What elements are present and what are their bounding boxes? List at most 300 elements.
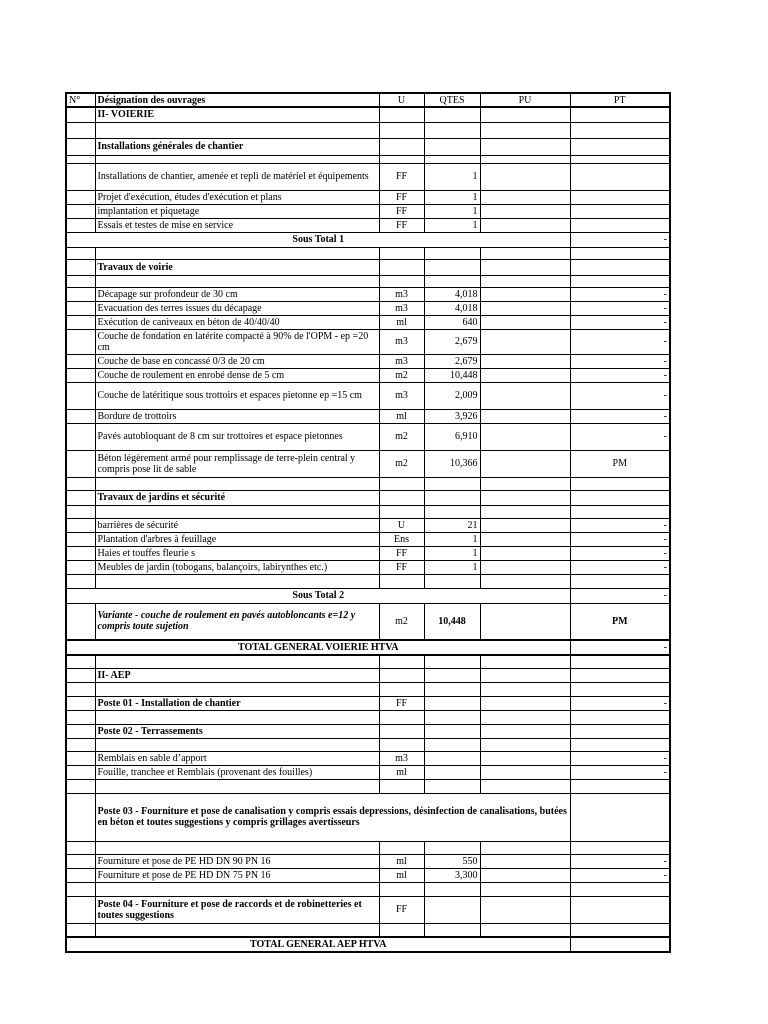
blank-row [66,710,670,724]
cell-qty [424,477,480,490]
item-unit: FF [379,696,424,710]
cell-pu [480,724,570,738]
cell-qty [424,138,480,155]
item-unit-price [480,854,570,868]
item-total-price: - [570,751,670,765]
item-total-price: - [570,354,670,368]
cell-no [66,923,95,937]
item-quantity: 1 [424,532,480,546]
grand-total-row [66,640,670,655]
subtotal-label: Sous Total 1 [66,232,570,247]
cell-pt [570,107,670,122]
line-item-row [66,751,670,765]
item-unit: m3 [379,301,424,315]
cell-designation [95,882,379,896]
cell-qty [424,107,480,122]
total-price: - [570,232,670,247]
cell-qty [424,738,480,751]
item-unit-price [480,190,570,204]
item-unit: m2 [379,450,424,477]
cell-unit [379,574,424,588]
item-designation: Fouille, tranchee et Remblais (provenant des fouilles) [95,765,379,779]
cell-pu [480,923,570,937]
grand-total-row [66,937,670,952]
cell-pu [480,490,570,505]
wide-heading-row [66,793,670,841]
line-item-row [66,218,670,232]
item-unit-price [480,163,570,190]
cell-unit [379,275,424,287]
line-item-row [66,163,670,190]
cell-pt [570,724,670,738]
cell-designation [95,779,379,793]
item-designation: Plantation d'arbres à feuillage [95,532,379,546]
line-item-row [66,301,670,315]
item-unit-price [480,896,570,923]
item-quantity [424,896,480,923]
cell-no [66,301,95,315]
cell-qty [424,275,480,287]
cell-pt [570,738,670,751]
cell-no [66,204,95,218]
cell-no [66,490,95,505]
cell-pu [480,655,570,668]
line-item-row [66,368,670,382]
subtotal-row [66,232,670,247]
line-item-row [66,382,670,409]
cell-pu [480,505,570,518]
item-total-price [570,204,670,218]
cell-designation [95,247,379,259]
item-unit-price [480,868,570,882]
item-total-price: - [570,382,670,409]
header-unit: U [379,93,424,107]
item-total-price: - [570,315,670,329]
cell-no [66,560,95,574]
cell-no [66,738,95,751]
cell-no [66,793,95,841]
item-unit-price [480,287,570,301]
item-quantity: 10,366 [424,450,480,477]
cell-no [66,259,95,275]
cell-pt [570,505,670,518]
cell-no [66,574,95,588]
item-total-price [570,163,670,190]
item-quantity: 6,910 [424,423,480,450]
item-unit: m3 [379,382,424,409]
item-unit-price [480,423,570,450]
item-quantity: 1 [424,163,480,190]
cell-unit [379,710,424,724]
cell-unit [379,923,424,937]
item-total-price [570,190,670,204]
item-unit: U [379,518,424,532]
cell-pt [570,574,670,588]
cell-pt [570,668,670,682]
item-quantity [424,751,480,765]
cell-designation [95,574,379,588]
item-quantity: 3,926 [424,409,480,423]
item-designation: Pavés autobloquant de 8 cm sur trottoires et espace pietonnes [95,423,379,450]
blank-row [66,655,670,668]
header-qty: QTES [424,93,480,107]
cell-unit [379,841,424,854]
item-quantity: 1 [424,560,480,574]
item-unit: ml [379,315,424,329]
cell-pu [480,155,570,163]
item-total-price: - [570,868,670,882]
cell-pt [570,882,670,896]
line-item-row [66,329,670,354]
item-unit: ml [379,409,424,423]
blank-row [66,738,670,751]
cell-unit [379,655,424,668]
cell-qty [424,155,480,163]
item-designation: Fourniture et pose de PE HD DN 75 PN 16 [95,868,379,882]
item-total-price: - [570,696,670,710]
item-unit: Ens [379,532,424,546]
total-price [570,937,670,952]
cell-designation [95,710,379,724]
item-unit-price [480,696,570,710]
cell-no [66,107,95,122]
item-quantity [424,765,480,779]
cell-designation [95,477,379,490]
cell-unit [379,724,424,738]
subtotal-label: Sous Total 2 [66,588,570,603]
grand-total-label: TOTAL GENERAL AEP HTVA [66,937,570,952]
item-unit: ml [379,765,424,779]
header-designation: Désignation des ouvrages [95,93,379,107]
cell-pt [570,477,670,490]
item-total-price: - [570,546,670,560]
cell-no [66,668,95,682]
item-unit-price [480,751,570,765]
item-total-price: - [570,518,670,532]
cell-pt [570,247,670,259]
item-unit: FF [379,546,424,560]
blank-row [66,247,670,259]
cell-qty [424,882,480,896]
cell-pt [570,655,670,668]
item-unit: FF [379,560,424,574]
item-designation: Poste 04 - Fourniture et pose de raccords et de robinetteries et toutes suggestions [95,896,379,923]
cell-no [66,409,95,423]
cell-qty [424,724,480,738]
subtotal-row [66,588,670,603]
item-unit: FF [379,163,424,190]
line-item-row [66,868,670,882]
cell-qty [424,710,480,724]
cell-no [66,779,95,793]
cell-no [66,696,95,710]
section-heading-row [66,490,670,505]
cell-qty [424,490,480,505]
section-heading-row [66,724,670,738]
cell-pt [570,259,670,275]
cell-no [66,477,95,490]
cell-unit [379,682,424,696]
section-heading: II- AEP [95,668,379,682]
cell-no [66,710,95,724]
cell-qty [424,505,480,518]
cell-no [66,218,95,232]
item-quantity: 10,448 [424,368,480,382]
cell-pu [480,710,570,724]
cell-pu [480,779,570,793]
line-item-row [66,450,670,477]
cell-no [66,315,95,329]
item-designation: Couche de roulement en enrobé dense de 5 cm [95,368,379,382]
cell-no [66,682,95,696]
blank-row [66,477,670,490]
cell-no [66,603,95,640]
item-unit: m3 [379,287,424,301]
item-unit: m2 [379,603,424,640]
cell-no [66,505,95,518]
cell-no [66,882,95,896]
cell-unit [379,505,424,518]
header-pu: PU [480,93,570,107]
cell-designation [95,923,379,937]
cell-pu [480,738,570,751]
section-heading-row [66,107,670,122]
cell-no [66,518,95,532]
cell-unit [379,107,424,122]
item-designation: Couche de fondation en latérite compacté à 90% de l'OPM - ep =20 cm [95,329,379,354]
cell-pt [570,275,670,287]
cell-unit [379,138,424,155]
grand-total-label: TOTAL GENERAL VOIERIE HTVA [66,640,570,655]
item-total-price: PM [570,450,670,477]
cell-no [66,423,95,450]
line-item-row [66,409,670,423]
line-item-row [66,896,670,923]
section-heading-row [66,259,670,275]
variant-row [66,603,670,640]
item-total-price: - [570,765,670,779]
cell-pt [570,138,670,155]
header-row [66,93,670,107]
cell-qty [424,655,480,668]
cell-pt [570,923,670,937]
item-unit-price [480,301,570,315]
item-designation: Installations de chantier, amenée et repli de matériel et équipements [95,163,379,190]
cell-pu [480,275,570,287]
item-designation: Evacuation des terres issues du décapage [95,301,379,315]
cell-designation [95,841,379,854]
item-total-price: - [570,409,670,423]
cell-qty [424,259,480,275]
item-quantity: 1 [424,218,480,232]
item-unit: FF [379,896,424,923]
item-designation: Haies et touffes fleurie s [95,546,379,560]
cell-unit [379,155,424,163]
line-item-row [66,423,670,450]
section-heading: Poste 02 - Terrassements [95,724,379,738]
blank-row [66,122,670,138]
item-unit-price [480,532,570,546]
item-quantity: 4,018 [424,287,480,301]
cell-pu [480,259,570,275]
line-item-row [66,532,670,546]
total-price: - [570,640,670,655]
item-designation: Béton légèrement armé pour remplissage de terre-plein central y compris pose lit de sable [95,450,379,477]
item-quantity: 1 [424,190,480,204]
section-heading: II- VOIERIE [95,107,379,122]
item-designation: Variante - couche de roulement en pavés autobloncants e=12 y compris toute sujetion [95,603,379,640]
item-unit-price [480,560,570,574]
section-heading: Travaux de voirie [95,259,379,275]
cell-no [66,368,95,382]
cell-pu [480,682,570,696]
item-unit: FF [379,204,424,218]
cell-no [66,655,95,668]
cell-no [66,190,95,204]
item-designation: Couche de base en concassé 0/3 de 20 cm [95,354,379,368]
item-total-price: - [570,329,670,354]
cell-unit [379,882,424,896]
item-unit: m2 [379,423,424,450]
cell-no [66,155,95,163]
header-pt: PT [570,93,670,107]
item-unit-price [480,204,570,218]
line-item-row [66,354,670,368]
item-total-price: PM [570,603,670,640]
header-no: N° [66,93,95,107]
item-unit-price [480,603,570,640]
item-unit-price [480,329,570,354]
estimate-table-body [66,93,670,952]
item-quantity: 4,018 [424,301,480,315]
blank-row [66,505,670,518]
cell-unit [379,490,424,505]
blank-row [66,923,670,937]
cell-pu [480,477,570,490]
cell-pt [570,682,670,696]
item-unit-price [480,382,570,409]
cell-designation [95,682,379,696]
cell-pu [480,668,570,682]
cell-pu [480,574,570,588]
cell-unit [379,738,424,751]
item-unit-price [480,409,570,423]
item-total-price [570,896,670,923]
item-unit: m2 [379,368,424,382]
cell-pt [570,155,670,163]
cell-qty [424,779,480,793]
line-item-row [66,854,670,868]
cell-qty [424,574,480,588]
cell-no [66,765,95,779]
cell-pt [570,490,670,505]
item-unit-price [480,354,570,368]
item-unit: FF [379,218,424,232]
line-item-row [66,190,670,204]
line-item-row [66,287,670,301]
item-designation: Bordure de trottoirs [95,409,379,423]
item-total-price: - [570,423,670,450]
blank-row [66,682,670,696]
item-quantity [424,696,480,710]
item-designation: Couche de latéritique sous trottoirs et espaces pietonne ep =15 cm [95,382,379,409]
cell-designation [95,155,379,163]
item-unit: m3 [379,354,424,368]
item-quantity: 2,679 [424,354,480,368]
section-heading: Travaux de jardins et sécurité [95,490,379,505]
line-item-row [66,696,670,710]
line-item-row [66,765,670,779]
blank-row [66,155,670,163]
estimate-table [65,92,671,953]
item-designation: Meubles de jardin (tobogans, balançoirs, labirynthes etc.) [95,560,379,574]
section-heading-row [66,138,670,155]
item-designation: Décapage sur profondeur de 30 cm [95,287,379,301]
cell-unit [379,668,424,682]
item-unit: ml [379,854,424,868]
item-total-price: - [570,287,670,301]
item-designation: Exécution de caniveaux en béton de 40/40/40 [95,315,379,329]
cell-unit [379,477,424,490]
section-heading-row [66,668,670,682]
line-item-row [66,560,670,574]
blank-row [66,275,670,287]
cell-no [66,329,95,354]
line-item-row [66,315,670,329]
cell-no [66,138,95,155]
cell-unit [379,247,424,259]
item-unit-price [480,218,570,232]
cell-no [66,841,95,854]
cell-no [66,122,95,138]
item-designation: Projet d'exécution, études d'exécution et plans [95,190,379,204]
cell-pu [480,841,570,854]
item-quantity: 550 [424,854,480,868]
cell-qty [424,247,480,259]
cell-no [66,546,95,560]
cell-qty [424,923,480,937]
item-total-price: - [570,368,670,382]
item-designation: Poste 01 - Installation de chantier [95,696,379,710]
item-unit: m3 [379,751,424,765]
cell-qty [424,668,480,682]
item-unit-price [480,546,570,560]
item-quantity: 640 [424,315,480,329]
item-quantity: 21 [424,518,480,532]
cell-no [66,532,95,546]
cell-unit [379,779,424,793]
cell-designation [95,655,379,668]
cell-pu [480,107,570,122]
item-unit-price [480,518,570,532]
item-unit: m3 [379,329,424,354]
item-total-price: - [570,301,670,315]
cell-no [66,751,95,765]
cell-pu [480,247,570,259]
item-designation: implantation et piquetage [95,204,379,218]
cell-qty [424,682,480,696]
cell-no [66,854,95,868]
line-item-row [66,204,670,218]
blank-row [66,882,670,896]
cell-unit [379,259,424,275]
item-unit-price [480,450,570,477]
wide-heading: Poste 03 - Fourniture et pose de canalisation y compris essais depressions, désinfection de canalisations, butées en béton et toutes suggestions y compris grillages avertisseurs [95,793,570,841]
cell-qty [424,122,480,138]
line-item-row [66,546,670,560]
cell-qty [424,841,480,854]
item-unit-price [480,765,570,779]
